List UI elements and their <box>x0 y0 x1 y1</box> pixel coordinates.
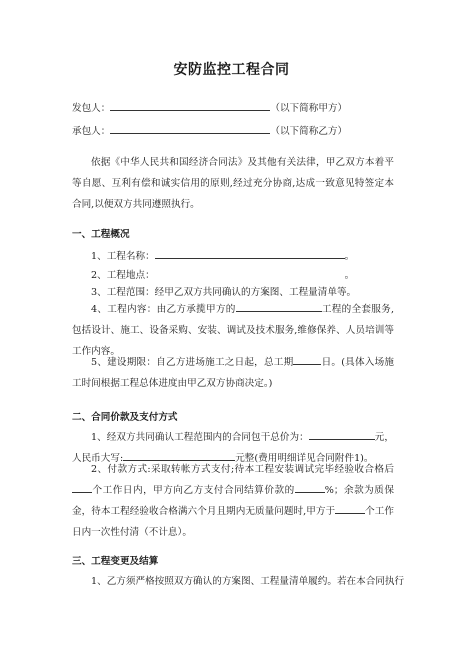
s1-item3: 3、工程范围：经甲乙双方共同确认的方案图、工程量清单等。 <box>91 287 357 298</box>
party-b-line <box>72 124 347 138</box>
percent-blank[interactable] <box>295 483 325 493</box>
s2-item2-text-a: 2、付款方式:采取转帐方式支付;待本工程安装调试完毕经验收合格后 <box>91 464 394 475</box>
s2-item2-text-b: 个工作日内，甲方向乙方支付合同结算价款的 <box>92 485 295 496</box>
s1-item1-end: 。 <box>344 251 355 262</box>
section-1-heading: 一、工程概况 <box>72 229 130 240</box>
s1-item5 <box>72 352 394 394</box>
party-a-label: 发包人： <box>72 103 111 114</box>
s2-item2 <box>72 459 394 543</box>
s1-item2 <box>91 268 354 282</box>
party-b-suffix: （以下简称乙方） <box>270 126 348 137</box>
s2-item2-text-c: %；余款为质保金，待本工程经验收合格满六个月且期内无质量问题时,甲方于 <box>72 485 394 517</box>
s1-item5-text-b: 日。(具体入场施工时间根据工程总体进度由甲乙双方协商决定。) <box>72 357 394 389</box>
total-price-blank[interactable] <box>309 430 375 440</box>
s2-item1-text-a: 1、经双方共同确认工程范围内的合同包干总价为： <box>91 432 309 443</box>
page-title: 安防监控工程合同 <box>173 62 290 78</box>
preamble-paragraph: 依据《中华人民共和国经济合同法》及其他有关法律，甲乙双方本着平等自愿、互利有偿和诚实信用的原则,经过充分协商,达成一致意见特签定本合同,以便双方共同遵照执行。 <box>72 157 394 210</box>
party-b-blank[interactable] <box>110 124 270 134</box>
s2-item1-text-b: 元，人民币大写: <box>72 432 395 464</box>
party-a-blank[interactable] <box>110 101 270 111</box>
party-b-label: 承包人： <box>72 126 111 137</box>
s3-item1: 1、乙方须严格按照双方确认的方案图、工程量清单履约。若在本合同执行 <box>91 576 405 587</box>
project-content-blank[interactable] <box>236 302 322 312</box>
s1-item1 <box>91 249 354 263</box>
s1-item4-text-b: 工程的全套服务,包括设计、施工、设备采购、安装、调试及技术服务,维修保养、人员培训等工作内容。 <box>72 304 394 357</box>
s1-item5-text-a: 5、建设期限：自乙方进场施工之日起，总工期 <box>91 357 294 368</box>
s1-item2-label: 2、工程地点： <box>91 270 155 281</box>
project-name-blank[interactable] <box>155 249 345 259</box>
duration-blank[interactable] <box>293 355 321 365</box>
section-2-heading: 二、合同价款及支付方式 <box>72 412 178 423</box>
s1-item1-label: 1、工程名称： <box>91 251 155 262</box>
s2-item1-text-c: 元整(费用明细详见合同附件1)。 <box>235 453 374 464</box>
s1-item4-text-a: 4、工程内容：由乙方承揽甲方的 <box>91 304 236 315</box>
party-a-suffix: （以下简称甲方） <box>270 103 348 114</box>
s1-item2-end: 。 <box>344 270 355 281</box>
section-3-heading: 三、工程变更及结算 <box>72 556 159 567</box>
s2-item2-text-d: 个工作日内一次性付清（不计息）。 <box>72 506 394 538</box>
workdays-blank-2[interactable] <box>335 504 365 514</box>
workdays-blank-1[interactable] <box>72 483 92 493</box>
project-location-blank[interactable] <box>155 268 345 278</box>
party-a-line <box>72 101 347 115</box>
